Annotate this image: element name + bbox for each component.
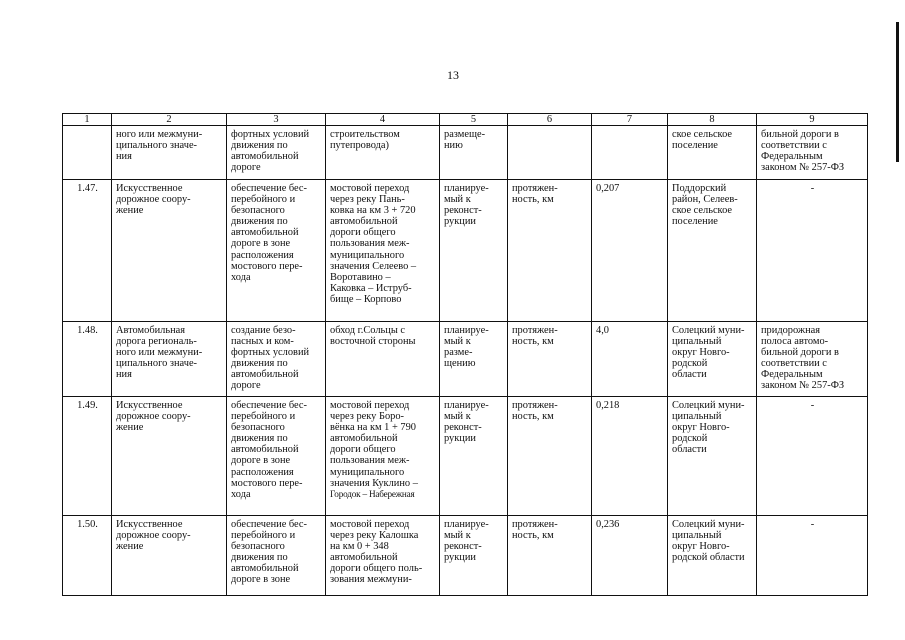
col-header-5: 5 bbox=[440, 114, 508, 126]
cell-line: рукции bbox=[444, 552, 476, 564]
object-type-cell bbox=[112, 126, 227, 180]
cell-line: фортных условий bbox=[231, 129, 310, 140]
cell-line: ское сельское bbox=[672, 129, 733, 140]
cell-line: мостового пере- bbox=[231, 477, 303, 489]
characteristic-cell bbox=[508, 322, 592, 397]
purpose-cell bbox=[227, 126, 326, 180]
cell-line: Солецкий муни- bbox=[672, 400, 745, 411]
cell-line: пользования меж- bbox=[330, 238, 410, 250]
object-type-cell bbox=[112, 516, 227, 596]
cell-line: восточной стороны bbox=[330, 336, 416, 348]
cell-line: протяжен- bbox=[512, 519, 558, 530]
cell-line: через реку Пань- bbox=[330, 194, 405, 206]
cell-line: автомобильной bbox=[231, 444, 299, 456]
row-number-cell: 1.49. bbox=[63, 397, 112, 516]
cell-line: ципальный bbox=[672, 336, 722, 348]
cell-line: полоса автомо- bbox=[761, 336, 829, 348]
cell-line: мостовой переход bbox=[330, 183, 410, 194]
cell-line: безопасного bbox=[231, 205, 285, 217]
cell-line: округ Новго- bbox=[672, 347, 730, 359]
cell-line: обход г.Сольцы с bbox=[330, 325, 406, 336]
cell-line: перебойного и bbox=[231, 194, 296, 206]
cell-line: вёнка на км 1 + 790 bbox=[330, 422, 417, 434]
cell-line: бильной дороги в bbox=[761, 347, 839, 359]
col-header-6: 6 bbox=[508, 114, 592, 126]
object-type-cell bbox=[112, 180, 227, 322]
cell-line: бильной дороги в bbox=[761, 129, 839, 140]
cell-line: поселение bbox=[672, 140, 718, 152]
object-type-cell bbox=[112, 322, 227, 397]
cell-line: Солецкий муни- bbox=[672, 325, 745, 336]
cell-line: дороге в зоне bbox=[231, 455, 291, 467]
cell-line: родской bbox=[672, 433, 708, 445]
cell-line: ципального значе- bbox=[116, 358, 198, 370]
cell-line: путепровода) bbox=[330, 140, 389, 152]
object-type-cell bbox=[112, 397, 227, 516]
cell-line: мый к bbox=[444, 530, 471, 542]
cell-line: области bbox=[672, 444, 707, 456]
table-row bbox=[63, 397, 868, 516]
cell-line: дорожное соору- bbox=[116, 411, 191, 423]
cell-line: дорожное соору- bbox=[116, 194, 191, 206]
cell-line: ния bbox=[116, 369, 132, 381]
value-cell: 0,207 bbox=[592, 180, 668, 322]
location-cell bbox=[668, 180, 757, 322]
description-cell bbox=[326, 126, 440, 180]
cell-line: расположения bbox=[231, 466, 294, 478]
cell-line: дороги общего bbox=[330, 444, 396, 456]
page-edge-mark bbox=[896, 22, 899, 162]
cell-line: хода bbox=[231, 488, 251, 500]
cell-line: ность, км bbox=[512, 411, 554, 423]
cell-line: придорожная bbox=[761, 325, 821, 336]
cell-line: движения по bbox=[231, 358, 288, 370]
cell-line: через реку Боро- bbox=[330, 411, 404, 423]
cell-line: значения Селеево – bbox=[330, 260, 417, 272]
cell-line: обеспечение бес- bbox=[231, 183, 308, 194]
cell-line: безопасного bbox=[231, 422, 285, 434]
cell-line: ность, км bbox=[512, 336, 554, 348]
cell-line: протяжен- bbox=[512, 183, 558, 194]
cell-line: значения Куклино – bbox=[330, 477, 418, 489]
cell-line: фортных условий bbox=[231, 347, 310, 359]
row-number-cell: 1.50. bbox=[63, 516, 112, 596]
cell-line: строительством bbox=[330, 129, 400, 140]
description-cell bbox=[326, 322, 440, 397]
row-number-cell: 1.47. bbox=[63, 180, 112, 322]
cell-line: ность, км bbox=[512, 194, 554, 206]
purpose-cell bbox=[227, 322, 326, 397]
col-header-7: 7 bbox=[592, 114, 668, 126]
description-cell bbox=[326, 516, 440, 596]
cell-line: автомобильной bbox=[330, 552, 398, 564]
cell-line: Каковка – Иструб- bbox=[330, 282, 412, 294]
zone-cell bbox=[757, 126, 868, 180]
cell-line: разме- bbox=[444, 347, 473, 359]
location-cell bbox=[668, 516, 757, 596]
cell-line: поселение bbox=[672, 216, 718, 228]
cell-line: бище – Корпово bbox=[330, 293, 402, 305]
cell-line: ния bbox=[116, 151, 132, 163]
status-cell bbox=[440, 516, 508, 596]
cell-line: автомобильной bbox=[231, 227, 299, 239]
purpose-cell bbox=[227, 180, 326, 322]
cell-line: дороги общего bbox=[330, 227, 396, 239]
cell-line: перебойного и bbox=[231, 411, 296, 423]
col-header-4: 4 bbox=[326, 114, 440, 126]
cell-line: ципальный bbox=[672, 530, 722, 542]
cell-line: щению bbox=[444, 358, 476, 370]
col-header-9: 9 bbox=[757, 114, 868, 126]
cell-line: создание безо- bbox=[231, 325, 296, 336]
cell-line: муниципального bbox=[330, 249, 405, 261]
row-number-cell: 1.48. bbox=[63, 322, 112, 397]
cell-line: Городок – Набережная bbox=[330, 488, 415, 499]
cell-line: нию bbox=[444, 140, 463, 152]
cell-line: жение bbox=[116, 422, 144, 434]
cell-line: соответствии с bbox=[761, 358, 827, 370]
planning-table bbox=[62, 113, 868, 596]
cell-line: обеспечение бес- bbox=[231, 519, 308, 530]
cell-line: планируе- bbox=[444, 519, 489, 530]
cell-line: округ Новго- bbox=[672, 422, 730, 434]
cell-line: обеспечение бес- bbox=[231, 400, 308, 411]
cell-line: реконст- bbox=[444, 205, 482, 217]
cell-line: Федеральным bbox=[761, 151, 823, 163]
cell-line: безопасного bbox=[231, 541, 285, 553]
cell-line: мостовой переход bbox=[330, 519, 410, 530]
cell-line: законом № 257-ФЗ bbox=[761, 162, 845, 174]
cell-line: муниципального bbox=[330, 466, 405, 478]
cell-line: Искусственное bbox=[116, 519, 183, 530]
header-row bbox=[63, 114, 868, 126]
value-cell: 4,0 bbox=[592, 322, 668, 397]
cell-line: движения по bbox=[231, 433, 288, 445]
cell-line: Воротавино – bbox=[330, 271, 391, 283]
cell-line: дорога региональ- bbox=[116, 336, 197, 348]
cell-line: жение bbox=[116, 541, 144, 553]
zone-cell bbox=[757, 322, 868, 397]
cell-line: через реку Калошка bbox=[330, 530, 419, 542]
cell-line: движения по bbox=[231, 552, 288, 564]
cell-line: рукции bbox=[444, 216, 476, 228]
status-cell bbox=[440, 322, 508, 397]
characteristic-cell bbox=[508, 516, 592, 596]
cell-line: автомобильной bbox=[330, 433, 398, 445]
cell-line: зования межмуни- bbox=[330, 574, 412, 586]
table-body bbox=[63, 126, 868, 596]
purpose-cell bbox=[227, 516, 326, 596]
cell-line: пасных и ком- bbox=[231, 336, 294, 348]
cell-line: дороге bbox=[231, 162, 261, 174]
location-cell bbox=[668, 397, 757, 516]
cell-line: дороги общего поль- bbox=[330, 563, 423, 575]
cell-line: дорожное соору- bbox=[116, 530, 191, 542]
table-row bbox=[63, 126, 868, 180]
cell-line: ность, км bbox=[512, 530, 554, 542]
cell-line: район, Селеев- bbox=[672, 194, 738, 206]
description-cell bbox=[326, 397, 440, 516]
value-cell bbox=[592, 126, 668, 180]
table-row bbox=[63, 180, 868, 322]
cell-line: ципального значе- bbox=[116, 140, 198, 152]
cell-line: движения по bbox=[231, 140, 288, 152]
cell-line: Федеральным bbox=[761, 369, 823, 381]
cell-line: хода bbox=[231, 271, 251, 283]
cell-line: протяжен- bbox=[512, 400, 558, 411]
value-cell: 0,236 bbox=[592, 516, 668, 596]
row-number-cell bbox=[63, 126, 112, 180]
description-cell bbox=[326, 180, 440, 322]
cell-line: протяжен- bbox=[512, 325, 558, 336]
cell-line: пользования меж- bbox=[330, 455, 410, 467]
status-cell bbox=[440, 397, 508, 516]
cell-line: дороге bbox=[231, 380, 261, 392]
zone-cell bbox=[757, 397, 868, 516]
cell-line: мый к bbox=[444, 411, 471, 423]
cell-line: Искусственное bbox=[116, 183, 183, 194]
col-header-3: 3 bbox=[227, 114, 326, 126]
cell-line: - bbox=[810, 183, 815, 194]
location-cell bbox=[668, 322, 757, 397]
col-header-2: 2 bbox=[112, 114, 227, 126]
cell-line: ципальный bbox=[672, 411, 722, 423]
purpose-cell bbox=[227, 397, 326, 516]
cell-line: ного или межмуни- bbox=[116, 347, 203, 359]
cell-line: рукции bbox=[444, 433, 476, 445]
cell-line: планируе- bbox=[444, 325, 489, 336]
location-cell bbox=[668, 126, 757, 180]
cell-line: округ Новго- bbox=[672, 541, 730, 553]
cell-line: мый к bbox=[444, 194, 471, 206]
cell-line: перебойного и bbox=[231, 530, 296, 542]
cell-line: мостового пере- bbox=[231, 260, 303, 272]
cell-line: расположения bbox=[231, 249, 294, 261]
status-cell bbox=[440, 126, 508, 180]
cell-line: мый к bbox=[444, 336, 471, 348]
cell-line: дороге в зоне bbox=[231, 574, 291, 586]
cell-line: планируе- bbox=[444, 400, 489, 411]
cell-line: на км 0 + 348 bbox=[330, 541, 389, 553]
cell-line: дороге в зоне bbox=[231, 238, 291, 250]
cell-line: автомобильной bbox=[231, 369, 299, 381]
characteristic-cell bbox=[508, 397, 592, 516]
cell-line: ское сельское bbox=[672, 205, 733, 217]
cell-line: - bbox=[810, 400, 815, 411]
col-header-8: 8 bbox=[668, 114, 757, 126]
characteristic-cell bbox=[508, 126, 592, 180]
cell-line: Поддорский bbox=[672, 183, 727, 194]
cell-line: Автомобильная bbox=[116, 325, 186, 336]
cell-line: реконст- bbox=[444, 541, 482, 553]
cell-line: автомобильной bbox=[231, 563, 299, 575]
cell-line: реконст- bbox=[444, 422, 482, 434]
cell-line: родской bbox=[672, 358, 708, 370]
value-cell: 0,218 bbox=[592, 397, 668, 516]
page-number: 13 bbox=[447, 68, 459, 82]
cell-line: автомобильной bbox=[231, 151, 299, 163]
zone-cell bbox=[757, 180, 868, 322]
cell-line: ковка на км 3 + 720 bbox=[330, 205, 416, 217]
table-row bbox=[63, 516, 868, 596]
cell-line: размеще- bbox=[444, 129, 486, 140]
cell-line: планируе- bbox=[444, 183, 489, 194]
table-row bbox=[63, 322, 868, 397]
cell-line: Искусственное bbox=[116, 400, 183, 411]
cell-line: Солецкий муни- bbox=[672, 519, 745, 530]
characteristic-cell bbox=[508, 180, 592, 322]
cell-line: законом № 257-ФЗ bbox=[761, 380, 845, 392]
cell-line: области bbox=[672, 369, 707, 381]
cell-line: автомобильной bbox=[330, 216, 398, 228]
col-header-1: 1 bbox=[63, 114, 112, 126]
status-cell bbox=[440, 180, 508, 322]
cell-line: жение bbox=[116, 205, 144, 217]
cell-line: ного или межмуни- bbox=[116, 129, 203, 140]
zone-cell bbox=[757, 516, 868, 596]
cell-line: родской области bbox=[672, 552, 745, 564]
cell-line: движения по bbox=[231, 216, 288, 228]
cell-line: мостовой переход bbox=[330, 400, 410, 411]
cell-line: соответствии с bbox=[761, 140, 827, 152]
cell-line: - bbox=[810, 519, 815, 530]
